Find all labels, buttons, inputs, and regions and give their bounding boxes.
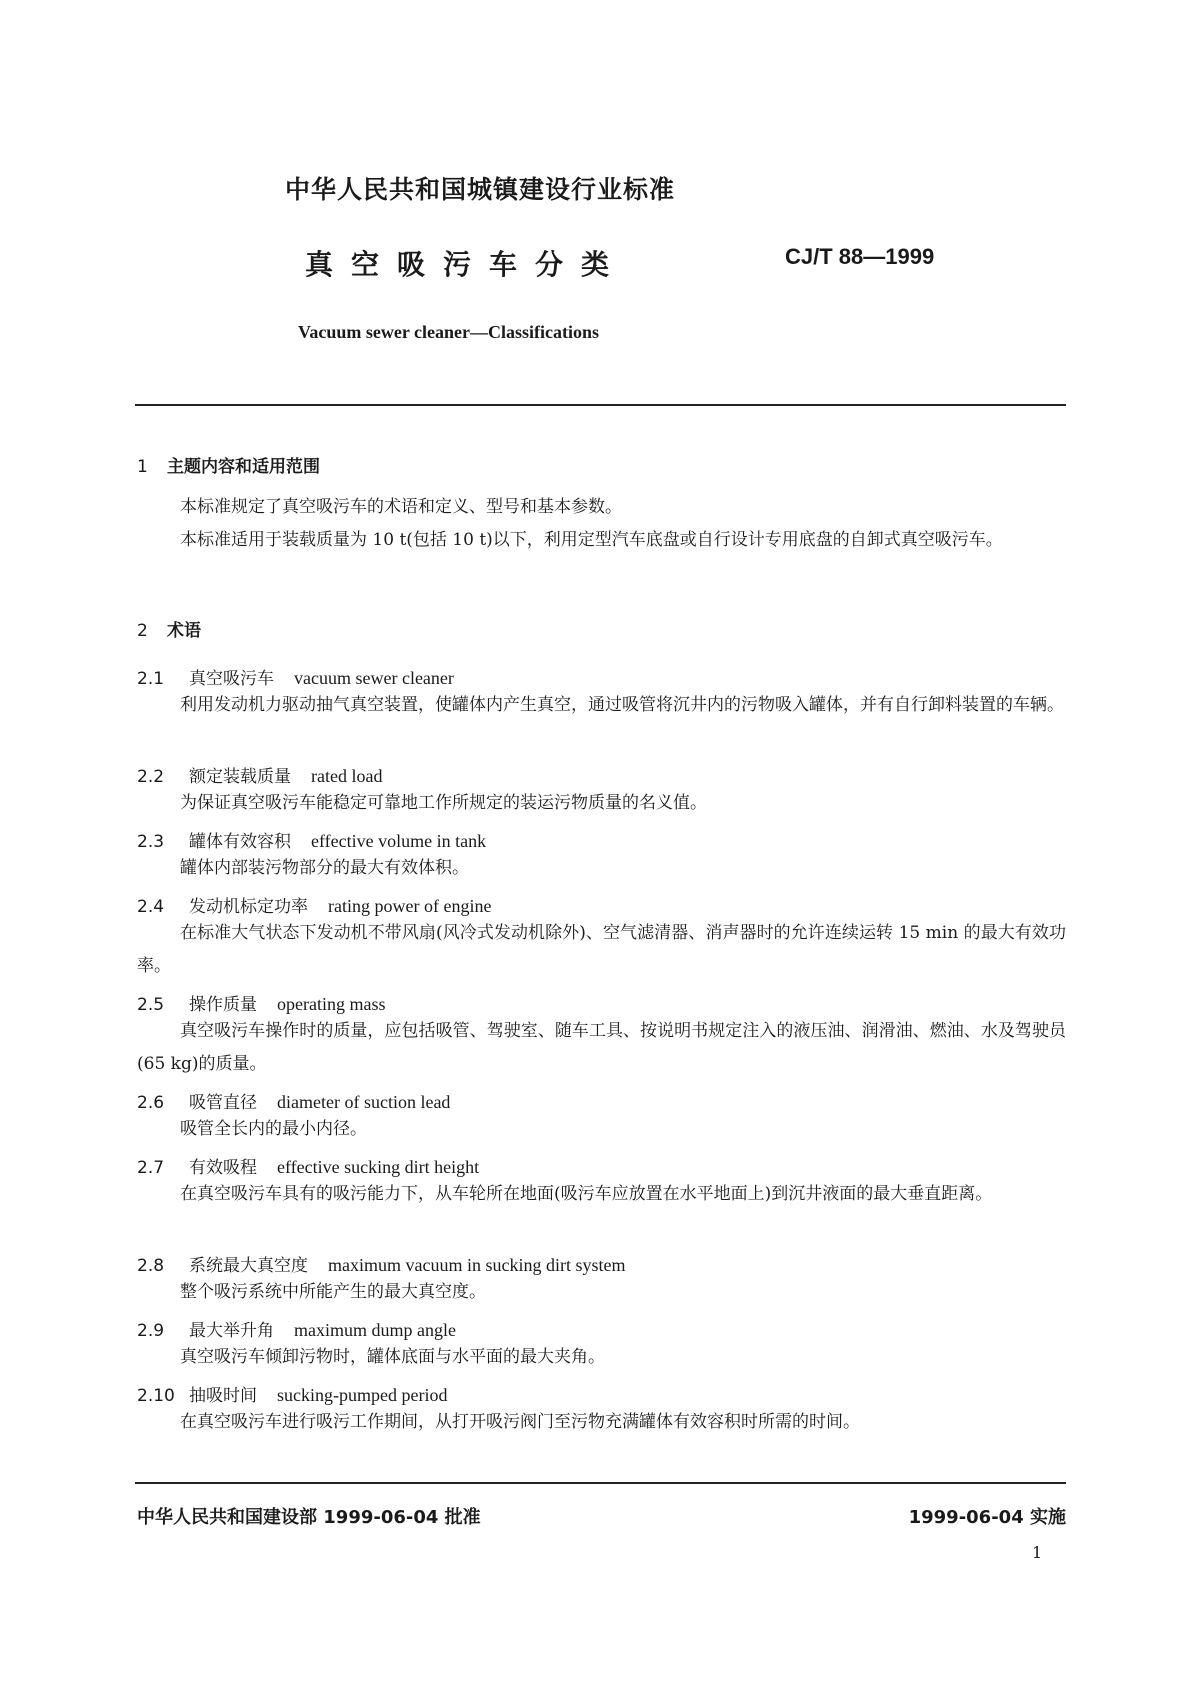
term-en: vacuum sewer cleaner [294,668,454,688]
term-heading [137,1381,447,1406]
term-en: maximum vacuum in sucking dirt system [328,1255,626,1275]
effective-date: 1999-06-04 实施 [908,1507,1066,1528]
document-title-en: Vacuum sewer cleaner—Classifications [298,322,599,342]
standard-code: CJ/T 88—1999 [785,244,935,269]
document-title-cn: 真空吸污车分类 [305,248,628,281]
section-title: 术语 [167,621,201,641]
term-cn: 发动机标定功率 [189,897,308,917]
section-2-heading [137,616,201,641]
header-divider [135,404,1066,406]
term-definition: 在标准大气状态下发动机不带风扇(风冷式发动机除外)、空气滤清器、消声器时的允许连续运转 15 min 的最大有效功率。 [137,923,1066,976]
term-cn: 额定装载质量 [189,767,291,787]
term-heading [137,664,454,689]
term-heading [137,1088,450,1113]
section-number: 1 [137,457,148,477]
term-heading [137,1153,479,1178]
term-number: 2.7 [137,1158,165,1178]
term-definition: 在真空吸污车具有的吸污能力下，从车轮所在地面(吸污车应放置在水平地面上)到沉井液面的最大垂直距离。 [180,1184,993,1204]
term-en: effective volume in tank [311,831,487,851]
page-number: 1 [1032,1543,1043,1562]
term-heading [137,892,491,917]
term-number: 2.10 [137,1386,175,1406]
term-number: 2.5 [137,995,165,1015]
term-cn: 抽吸时间 [189,1386,257,1406]
term-definition: 真空吸污车操作时的质量，应包括吸管、驾驶室、随车工具、按说明书规定注入的液压油、润滑油、燃油、水及驾驶员(65 kg)的质量。 [137,1021,1066,1074]
term-definition: 罐体内部装污物部分的最大有效体积。 [180,858,469,878]
term-cn: 有效吸程 [189,1158,257,1178]
section-1-heading [137,452,320,477]
term-cn: 吸管直径 [189,1093,257,1113]
section-title: 主题内容和适用范围 [167,457,320,477]
term-heading [137,1316,456,1341]
term-definition: 真空吸污车倾卸污物时，罐体底面与水平面的最大夹角。 [180,1347,605,1367]
term-heading [137,1251,625,1276]
term-definition: 吸管全长内的最小内径。 [180,1119,367,1139]
term-definition: 为保证真空吸污车能稳定可靠地工作所规定的装运污物质量的名义值。 [180,793,707,813]
term-cn: 操作质量 [189,995,257,1015]
term-number: 2.8 [137,1256,165,1276]
term-number: 2.3 [137,832,165,852]
term-number: 2.4 [137,897,165,917]
term-en: effective sucking dirt height [277,1157,480,1177]
term-number: 2.6 [137,1093,165,1113]
term-en: diameter of suction lead [277,1092,451,1112]
term-en: operating mass [277,994,386,1014]
term-heading [137,990,385,1015]
footer-divider [135,1482,1066,1484]
approval-notice: 中华人民共和国建设部 1999-06-04 批准 [137,1507,481,1528]
term-cn: 最大举升角 [189,1321,274,1341]
term-number: 2.2 [137,767,165,787]
term-en: rating power of engine [328,896,492,916]
term-definition: 整个吸污系统中所能产生的最大真空度。 [180,1282,486,1302]
term-en: maximum dump angle [294,1320,456,1340]
term-en: sucking-pumped period [277,1385,448,1405]
term-number: 2.9 [137,1321,165,1341]
term-cn: 罐体有效容积 [189,832,291,852]
term-heading [137,762,382,787]
term-definition: 在真空吸污车进行吸污工作期间，从打开吸污阀门至污物充满罐体有效容积时所需的时间。 [180,1412,860,1432]
term-heading [137,827,486,852]
paragraph: 本标准适用于装载质量为 10 t(包括 10 t)以下，利用定型汽车底盘或自行设计专用底盘的自卸式真空吸污车。 [180,530,1003,550]
term-cn: 系统最大真空度 [189,1256,308,1276]
term-cn: 真空吸污车 [189,669,274,689]
term-en: rated load [311,766,383,786]
standard-organization: 中华人民共和国城镇建设行业标准 [284,175,675,204]
section-number: 2 [137,621,148,641]
paragraph: 本标准规定了真空吸污车的术语和定义、型号和基本参数。 [180,497,622,517]
term-definition: 利用发动机力驱动抽气真空装置，使罐体内产生真空，通过吸管将沉井内的污物吸入罐体，并有自行卸料装置的车辆。 [180,695,1064,715]
term-number: 2.1 [137,669,165,689]
